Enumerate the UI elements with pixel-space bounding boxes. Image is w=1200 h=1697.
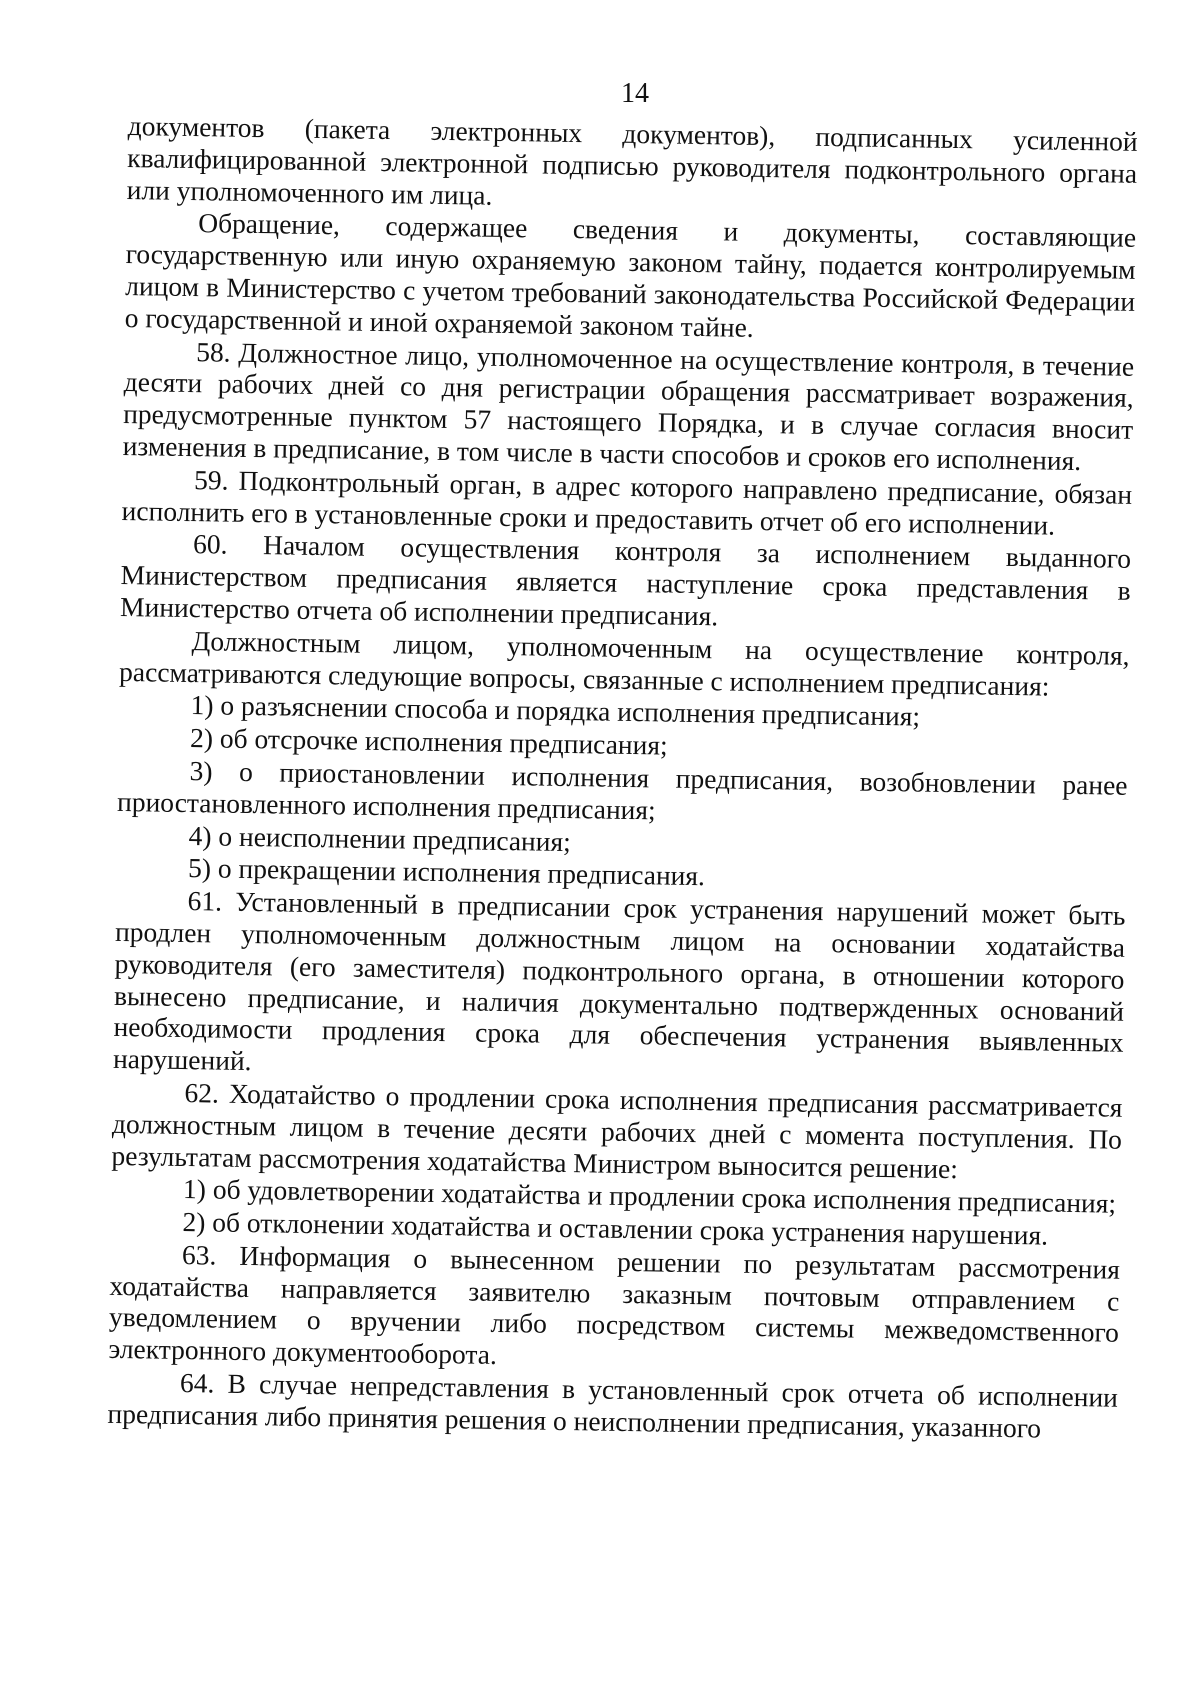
paragraph: Должностным лицом, уполномоченным на осуществление контроля, рассматриваются следующие вопросы, связанные с исполнением предписания: bbox=[118, 624, 1130, 702]
paragraph: 59. Подконтрольный орган, в адрес которого направлено предписание, обязан исполнить его в установленные сроки и предоставить отчет об его исполнении. bbox=[121, 463, 1133, 541]
paragraph: 1) о разъяснении способа и порядка исполнения предписания; bbox=[190, 689, 921, 732]
paragraph: 2) об отсрочке исполнения предписания; bbox=[189, 722, 668, 761]
paragraph: Обращение, содержащее сведения и документы, составляющие государственную или иную охраняемую законом тайну, подается контролируемым лицом в Министерство с учетом требований законодательства Российской Федерации о государственной и иной охраняемой законом тайне. bbox=[124, 207, 1137, 343]
paragraph: 60. Началом осуществления контроля за исполнением выданного Министерством предписания является наступление срока представления в Министерство отчета об исполнении предписания. bbox=[119, 528, 1132, 632]
paragraph: 4) о неисполнении предписания; bbox=[188, 819, 572, 857]
paragraph: 62. Ходатайство о продлении срока исполнения предписания рассматривается должностным лицом в течение десяти рабочих дней с момента поступления. По результатам рассмотрения ходатайства Министром выносится решение: bbox=[111, 1076, 1123, 1184]
paragraph: документов (пакета электронных документов), подписанных усиленной квалифицированной электронной подписью руководителя подконтрольного органа или уполномоченного им лица. bbox=[126, 110, 1138, 211]
page-number: 14 bbox=[621, 78, 649, 109]
paragraph: 61. Установленный в предписании срок устранения нарушений может быть продлен уполномоченным должностным лицом на основании ходатайства руководителя (его заместителя) подконтрольного органа, в отношении которого вынесено предписание, и наличия документально подтвержденных оснований необходимости продления срока для обеспечения устранения выявленных нарушений. bbox=[112, 885, 1126, 1077]
paragraph: 3) о приостановлении исполнения предписания, возобновлении ранее приостановленного исполнения предписания; bbox=[116, 754, 1128, 826]
paragraph: 1) об удовлетворении ходатайства и продлении срока исполнения предписания; bbox=[182, 1173, 1117, 1219]
document-body bbox=[107, 110, 1138, 1446]
paragraph: 5) о прекращении исполнения предписания. bbox=[187, 852, 706, 892]
paragraph: 64. В случае непредставления в установленный срок отчета об исполнении предписания либо принятия решения о неисполнении предписания, указанного bbox=[107, 1367, 1119, 1444]
paragraph: 58. Должностное лицо, уполномоченное на осуществление контроля, в течение десяти рабочих дней со дня регистрации обращения рассматривает возражения, предусмотренные пунктом 57 настоящего Порядка, и в случае согласия вносит изменения в предписание, в том числе в части способов и сроков его исполнения. bbox=[122, 335, 1135, 476]
paragraph: 63. Информация о вынесенном решении по результатам рассмотрения ходатайства направляется заявителю заказным почтовым отправлением с уведомлением о вручении либо посредством системы межведомственного электронного документооборота. bbox=[108, 1238, 1121, 1371]
paragraph: 2) об отклонении ходатайства и оставлении срока устранения нарушения. bbox=[182, 1206, 1049, 1251]
